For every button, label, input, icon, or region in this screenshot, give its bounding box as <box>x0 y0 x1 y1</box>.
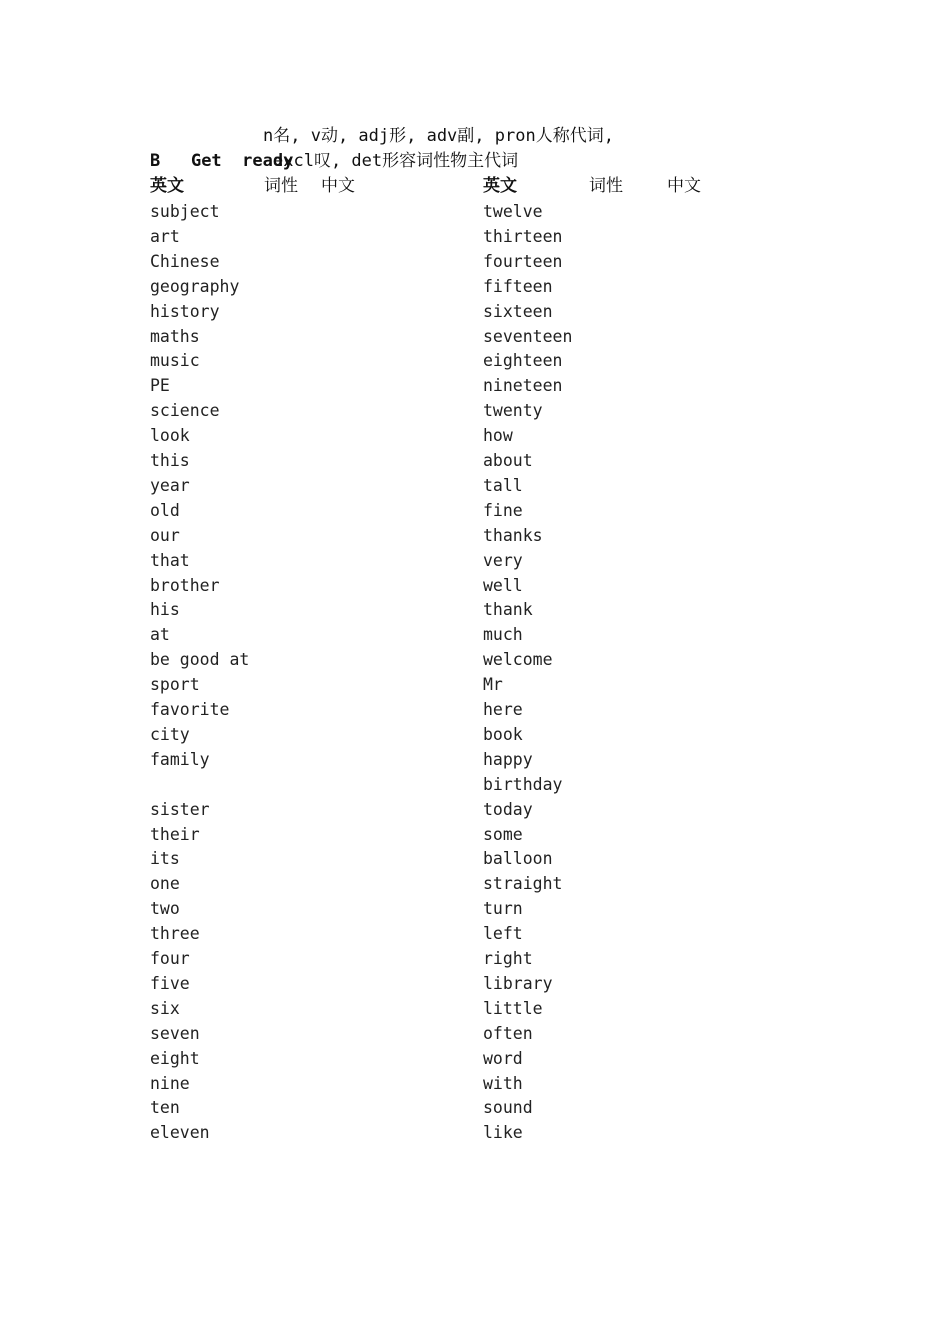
header-legend-2: excl叹, det形容词性物主代词 <box>273 151 519 171</box>
word-item: geography <box>150 276 240 296</box>
word-item: nineteen <box>483 376 563 396</box>
word-item: be good at <box>150 650 250 670</box>
word-item: his <box>150 600 180 620</box>
word-item: sport <box>150 675 200 695</box>
word-item: ten <box>150 1098 180 1118</box>
word-item: with <box>483 1073 523 1093</box>
word-item: very <box>483 550 523 570</box>
word-item: fourteen <box>483 251 563 271</box>
header-title-b: B <box>150 151 161 171</box>
word-item: twenty <box>483 401 543 421</box>
right-header-english: 英文 <box>483 176 517 196</box>
word-item: two <box>150 899 180 919</box>
word-item: five <box>150 973 190 993</box>
word-item: brother <box>150 575 220 595</box>
word-item: some <box>483 824 523 844</box>
word-item: fine <box>483 500 523 520</box>
word-item: this <box>150 451 190 470</box>
word-item: fifteen <box>483 276 553 296</box>
word-item: that <box>150 550 190 570</box>
header-legend-1: n名, v动, adj形, adv副, pron人称代词, <box>263 126 614 146</box>
left-header-english: 英文 <box>150 176 184 196</box>
word-item: Mr <box>483 675 503 695</box>
word-item: sound <box>483 1098 533 1118</box>
word-item: book <box>483 724 523 744</box>
word-item: right <box>483 949 533 968</box>
word-item: seventeen <box>483 326 573 346</box>
word-item: music <box>150 351 200 371</box>
word-item: eight <box>150 1048 200 1068</box>
word-item: science <box>150 401 220 421</box>
right-header-pos: 词性 <box>589 176 623 196</box>
word-item: sixteen <box>483 301 553 321</box>
word-item: at <box>150 625 170 645</box>
left-header-chinese: 中文 <box>321 176 355 196</box>
word-item: look <box>150 426 190 446</box>
word-item: sister <box>150 799 210 819</box>
word-item: art <box>150 226 180 246</box>
word-item: thirteen <box>483 226 563 246</box>
word-item: little <box>483 998 543 1018</box>
word-item: our <box>150 525 180 545</box>
word-item: left <box>483 924 523 944</box>
word-item: twelve <box>483 202 543 221</box>
word-item: library <box>483 973 553 993</box>
header-title: Get ready <box>190 151 294 171</box>
word-item: happy <box>483 749 533 769</box>
word-item: thank <box>483 600 533 620</box>
word-item: much <box>483 625 523 645</box>
word-item: old <box>150 500 180 520</box>
word-item: city <box>150 724 190 744</box>
word-item: often <box>483 1023 533 1043</box>
word-item: subject <box>150 202 220 221</box>
word-item: their <box>150 824 200 844</box>
left-header-pos: 词性 <box>264 176 298 196</box>
word-item: thanks <box>483 525 543 545</box>
word-item: family <box>150 749 210 769</box>
word-item: year <box>150 475 190 495</box>
word-item: nine <box>150 1073 190 1093</box>
word-item: welcome <box>483 650 553 670</box>
word-item: six <box>150 998 180 1018</box>
word-item: maths <box>150 326 200 346</box>
word-item: word <box>483 1048 523 1068</box>
word-item: four <box>150 949 190 968</box>
word-item: eighteen <box>483 351 563 371</box>
word-item: straight <box>483 874 563 894</box>
word-item: like <box>483 1123 523 1143</box>
word-item: birthday <box>483 774 563 794</box>
word-item: favorite <box>150 700 230 719</box>
word-item: Chinese <box>150 251 220 271</box>
word-item: seven <box>150 1023 200 1043</box>
word-item: tall <box>483 475 523 495</box>
word-item: three <box>150 924 200 944</box>
word-item: eleven <box>150 1123 210 1143</box>
word-item: turn <box>483 899 523 919</box>
word-item: its <box>150 849 180 869</box>
word-item: how <box>483 426 513 446</box>
word-item: one <box>150 874 180 894</box>
word-item: balloon <box>483 849 553 869</box>
word-item: about <box>483 451 533 470</box>
word-item: history <box>150 301 220 321</box>
word-item: today <box>483 799 533 819</box>
word-item: PE <box>150 376 170 396</box>
right-header-chinese: 中文 <box>667 176 701 196</box>
word-item: well <box>483 575 523 595</box>
word-item: here <box>483 700 523 719</box>
